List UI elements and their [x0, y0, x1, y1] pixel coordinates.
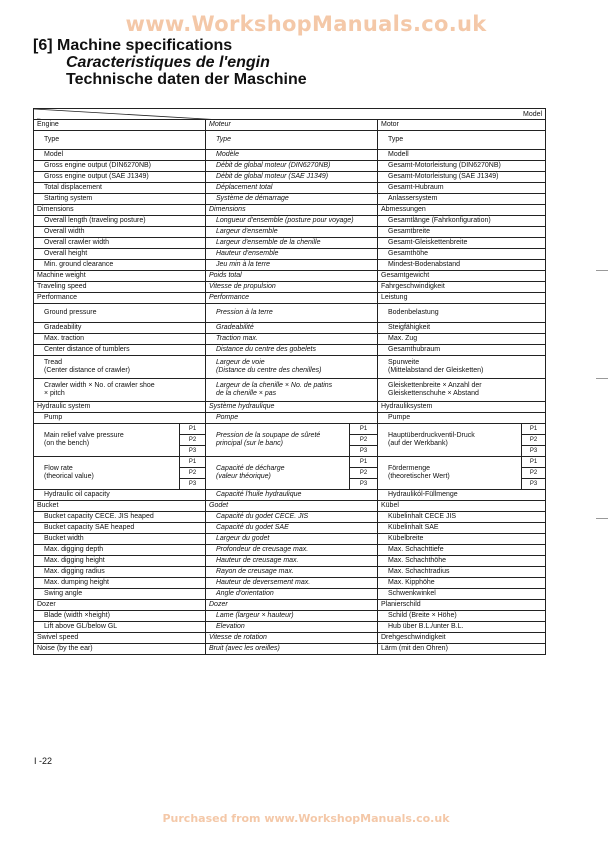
cell-de: Kübelbreite	[378, 534, 546, 545]
port-label: P2	[350, 468, 378, 479]
port-label: P3	[180, 479, 206, 490]
spec-row	[34, 227, 546, 238]
cell-de: Max. Zug	[378, 334, 546, 345]
cell-fr: Capacité du godet CECE. JIS	[206, 512, 378, 523]
cell-fr: Hauteur d'ensemble	[206, 249, 378, 260]
cell-fr: Largeur d'ensemble	[206, 227, 378, 238]
cell-fr: Système hydraulique	[206, 402, 378, 413]
spec-row	[34, 490, 546, 501]
header-item-labels	[37, 118, 75, 120]
cell-en: Dimensions	[34, 205, 206, 216]
spec-row	[34, 633, 546, 644]
spec-row	[34, 567, 546, 578]
margin-mark	[596, 378, 608, 379]
spec-row	[34, 611, 546, 622]
spec-row	[34, 293, 546, 304]
cell-en: Overall height	[34, 249, 206, 260]
cell-en: Ground pressure	[34, 304, 206, 323]
cell-en: Lift above GL/below GL	[34, 622, 206, 633]
spec-table-body	[34, 109, 546, 655]
cell-en: Max. digging height	[34, 556, 206, 567]
cell-en: Bucket	[34, 501, 206, 512]
cell-fr: Traction max.	[206, 334, 378, 345]
cell-de: Gleiskettenbreite × Anzahl der Gleiskettenschuhe × Abstand	[378, 379, 546, 402]
port-label: P3	[350, 446, 378, 457]
cell-fr: Jeu min à la terre	[206, 260, 378, 271]
cell-de: Mindest-Bodenabstand	[378, 260, 546, 271]
cell-fr: Dozer	[206, 600, 378, 611]
header-diagonal	[34, 109, 546, 120]
cell-fr: Hauteur de creusage max.	[206, 556, 378, 567]
cell-de: Schwenkwinkel	[378, 589, 546, 600]
cell-en: Type	[34, 131, 206, 150]
cell-de: Kübelinhalt CECE JIS	[378, 512, 546, 523]
cell-fr: Poids total	[206, 271, 378, 282]
cell-de: Planierschild	[378, 600, 546, 611]
spec-row	[34, 501, 546, 512]
cell-de: Bodenbelastung	[378, 304, 546, 323]
port-label: P3	[522, 446, 546, 457]
cell-en: Swing angle	[34, 589, 206, 600]
cell-fr: Elevation	[206, 622, 378, 633]
spec-row	[34, 131, 546, 150]
heading-en: Machine specifications	[57, 37, 233, 54]
spec-table	[33, 108, 546, 655]
cell-de: Gesamt-Motorleistung (DIN6270NB)	[378, 161, 546, 172]
cell-de: Fahrgeschwindigkeit	[378, 282, 546, 293]
port-label: P2	[180, 435, 206, 446]
page-reference: I -22	[34, 756, 53, 766]
cell-en: Swivel speed	[34, 633, 206, 644]
section-number: [6]	[33, 37, 53, 54]
cell-de: Gesamt-Gleiskettenbreite	[378, 238, 546, 249]
spec-row	[34, 161, 546, 172]
spec-row	[34, 589, 546, 600]
spec-row	[34, 578, 546, 589]
table-header-row	[34, 109, 546, 120]
cell-en: Model	[34, 150, 206, 161]
port-label: P3	[350, 479, 378, 490]
spec-row	[34, 271, 546, 282]
cell-de: Gesamt-Motorleistung (SAE J1349)	[378, 172, 546, 183]
item-model-header	[34, 109, 546, 120]
cell-en: Bucket capacity CECE. JIS heaped	[34, 512, 206, 523]
cell-de: Anlassersystem	[378, 194, 546, 205]
spec-row	[34, 534, 546, 545]
cell-en: Dozer	[34, 600, 206, 611]
cell-fr: Capacité du godet SAE	[206, 523, 378, 534]
cell-en: Hydraulic system	[34, 402, 206, 413]
cell-de: Lärm (mit den Ohren)	[378, 644, 546, 655]
cell-en: Traveling speed	[34, 282, 206, 293]
cell-en: Gross engine output (DIN6270NB)	[34, 161, 206, 172]
cell-fr: Système de démarrage	[206, 194, 378, 205]
spec-row	[34, 216, 546, 227]
cell-en: Crawler width × No. of crawler shoe × pitch	[34, 379, 206, 402]
spec-row	[34, 238, 546, 249]
cell-fr: Moteur	[206, 120, 378, 131]
heading-fr: Caracteristiques de l'engin	[66, 54, 270, 71]
spec-row	[34, 205, 546, 216]
cell-de: Motor	[378, 120, 546, 131]
cell-fr: Pression de la soupape de sûreté principal (sur le banc)	[206, 424, 350, 457]
cell-en: Overall length (traveling posture)	[34, 216, 206, 227]
spec-row	[34, 600, 546, 611]
spec-row	[34, 260, 546, 271]
cell-en: Performance	[34, 293, 206, 304]
cell-en: Overall crawler width	[34, 238, 206, 249]
cell-de: Spurweite (Mittelabstand der Gleisketten)	[378, 356, 546, 379]
cell-en: Gradeability	[34, 323, 206, 334]
cell-fr: Performance	[206, 293, 378, 304]
header-model-labels	[519, 111, 542, 120]
cell-fr: Largeur de la chenille × No. de patins de la chenille × pas	[206, 379, 378, 402]
cell-en: Machine weight	[34, 271, 206, 282]
spec-row	[34, 379, 546, 402]
cell-en: Overall width	[34, 227, 206, 238]
cell-de: Pumpe	[378, 413, 546, 424]
cell-en: Hydraulic oil capacity	[34, 490, 206, 501]
spec-row	[34, 556, 546, 567]
port-label: P2	[350, 435, 378, 446]
spec-row	[34, 120, 546, 131]
flow_block-row	[34, 457, 546, 468]
cell-fr: Dimensions	[206, 205, 378, 216]
spec-row	[34, 356, 546, 379]
spec-row	[34, 644, 546, 655]
cell-de: Fördermenge (theoretischer Wert)	[378, 457, 522, 490]
cell-fr: Largeur d'ensemble de la chenille	[206, 238, 378, 249]
cell-fr: Vitesse de propulsion	[206, 282, 378, 293]
cell-fr: Longueur d'ensemble (posture pour voyage)	[206, 216, 378, 227]
cell-en: Gross engine output (SAE J1349)	[34, 172, 206, 183]
cell-en: Tread (Center distance of crawler)	[34, 356, 206, 379]
header-modele	[519, 119, 542, 120]
cell-fr: Capacité l'huile hydraulique	[206, 490, 378, 501]
cell-en: Max. digging depth	[34, 545, 206, 556]
cell-fr: Hauteur de deversement max.	[206, 578, 378, 589]
page-heading	[33, 37, 307, 88]
cell-de: Hydrauliksystem	[378, 402, 546, 413]
port-label: P1	[350, 424, 378, 435]
cell-en: Max. digging radius	[34, 567, 206, 578]
cell-en: Pump	[34, 413, 206, 424]
cell-de: Drehgeschwindigkeit	[378, 633, 546, 644]
cell-de: Hydraulikól-Füllmenge	[378, 490, 546, 501]
cell-de: Gesamtgewicht	[378, 271, 546, 282]
cell-fr: Lame (largeur × hauteur)	[206, 611, 378, 622]
port-label: P2	[522, 435, 546, 446]
cell-fr: Type	[206, 131, 378, 150]
cell-de: Modell	[378, 150, 546, 161]
spec-row	[34, 323, 546, 334]
cell-de: Steigfähigkeit	[378, 323, 546, 334]
cell-de: Leistung	[378, 293, 546, 304]
cell-fr: Largeur du godet	[206, 534, 378, 545]
cell-fr: Débit de global moteur (DIN6270NB)	[206, 161, 378, 172]
spec-row	[34, 402, 546, 413]
cell-de: Type	[378, 131, 546, 150]
spec-row	[34, 183, 546, 194]
header-model: Model	[522, 111, 543, 118]
cell-de: Gesamthubraum	[378, 345, 546, 356]
cell-fr: Profondeur de creusage max.	[206, 545, 378, 556]
spec-row	[34, 334, 546, 345]
cell-fr: Pompe	[206, 413, 378, 424]
cell-de: Kübel	[378, 501, 546, 512]
cell-de: Hauptüberdruckventil-Druck (auf der Werkbank)	[378, 424, 522, 457]
port-label: P2	[180, 468, 206, 479]
cell-fr: Angle d'orientation	[206, 589, 378, 600]
header-item	[37, 118, 75, 120]
port-label: P1	[180, 424, 206, 435]
cell-en: Max. dumping height	[34, 578, 206, 589]
cell-fr: Distance du centre des gobelets	[206, 345, 378, 356]
margin-mark	[596, 518, 608, 519]
cell-fr: Capacité de décharge (valeur théorique)	[206, 457, 350, 490]
cell-de: Max. Schachthöhe	[378, 556, 546, 567]
port-label: P3	[180, 446, 206, 457]
cell-fr: Godet	[206, 501, 378, 512]
cell-de: Kübelinhalt SAE	[378, 523, 546, 534]
spec-row	[34, 194, 546, 205]
heading-de: Technische daten der Maschine	[66, 71, 307, 88]
cell-en: Blade (width ×height)	[34, 611, 206, 622]
cell-fr: Rayon de creusage max.	[206, 567, 378, 578]
cell-de: Gesamtbreite	[378, 227, 546, 238]
cell-en: Main relief valve pressure (on the bench)	[34, 424, 180, 457]
cell-en: Max. traction	[34, 334, 206, 345]
spec-row	[34, 304, 546, 323]
spec-row	[34, 172, 546, 183]
cell-fr: Pression à la terre	[206, 304, 378, 323]
spec-row	[34, 249, 546, 260]
spec-row	[34, 282, 546, 293]
pressure_block-row	[34, 424, 546, 435]
cell-de: Max. Schachtradius	[378, 567, 546, 578]
cell-de: Gesamt-Hubraum	[378, 183, 546, 194]
cell-fr: Déplacement total	[206, 183, 378, 194]
port-label: P1	[522, 424, 546, 435]
cell-en: Total displacement	[34, 183, 206, 194]
cell-fr: Débit de global moteur (SAE J1349)	[206, 172, 378, 183]
cell-de: Hub über B.L./unter B.L.	[378, 622, 546, 633]
cell-de: Max. Schachttiefe	[378, 545, 546, 556]
cell-de: Schild (Breite × Höhe)	[378, 611, 546, 622]
port-label: P1	[180, 457, 206, 468]
watermark-top: www.WorkshopManuals.co.uk	[125, 12, 487, 36]
cell-de: Abmessungen	[378, 205, 546, 216]
cell-fr: Gradeabilité	[206, 323, 378, 334]
cell-fr: Modèle	[206, 150, 378, 161]
cell-fr: Largeur de voie (Distance du centre des chenilles)	[206, 356, 378, 379]
cell-en: Min. ground clearance	[34, 260, 206, 271]
cell-fr: Vitesse de rotation	[206, 633, 378, 644]
margin-mark	[596, 270, 608, 271]
spec-row	[34, 413, 546, 424]
spec-row	[34, 345, 546, 356]
port-label: P2	[522, 468, 546, 479]
cell-de: Gesamtlänge (Fahrkonfiguration)	[378, 216, 546, 227]
cell-en: Bucket capacity SAE heaped	[34, 523, 206, 534]
watermark-bottom: Purchased from www.WorkshopManuals.co.uk	[162, 812, 450, 825]
cell-en: Bucket width	[34, 534, 206, 545]
spec-row	[34, 523, 546, 534]
cell-de: Max. Kipphöhe	[378, 578, 546, 589]
cell-en: Center distance of tumblers	[34, 345, 206, 356]
spec-row	[34, 545, 546, 556]
cell-fr: Bruit (avec les oreilles)	[206, 644, 378, 655]
port-label: P1	[350, 457, 378, 468]
port-label: P1	[522, 457, 546, 468]
cell-de: Gesamthöhe	[378, 249, 546, 260]
cell-en: Noise (by the ear)	[34, 644, 206, 655]
cell-en: Flow rate (theorical value)	[34, 457, 180, 490]
cell-en: Engine	[34, 120, 206, 131]
cell-en: Starting system	[34, 194, 206, 205]
spec-row	[34, 622, 546, 633]
port-label: P3	[522, 479, 546, 490]
spec-row	[34, 150, 546, 161]
spec-row	[34, 512, 546, 523]
